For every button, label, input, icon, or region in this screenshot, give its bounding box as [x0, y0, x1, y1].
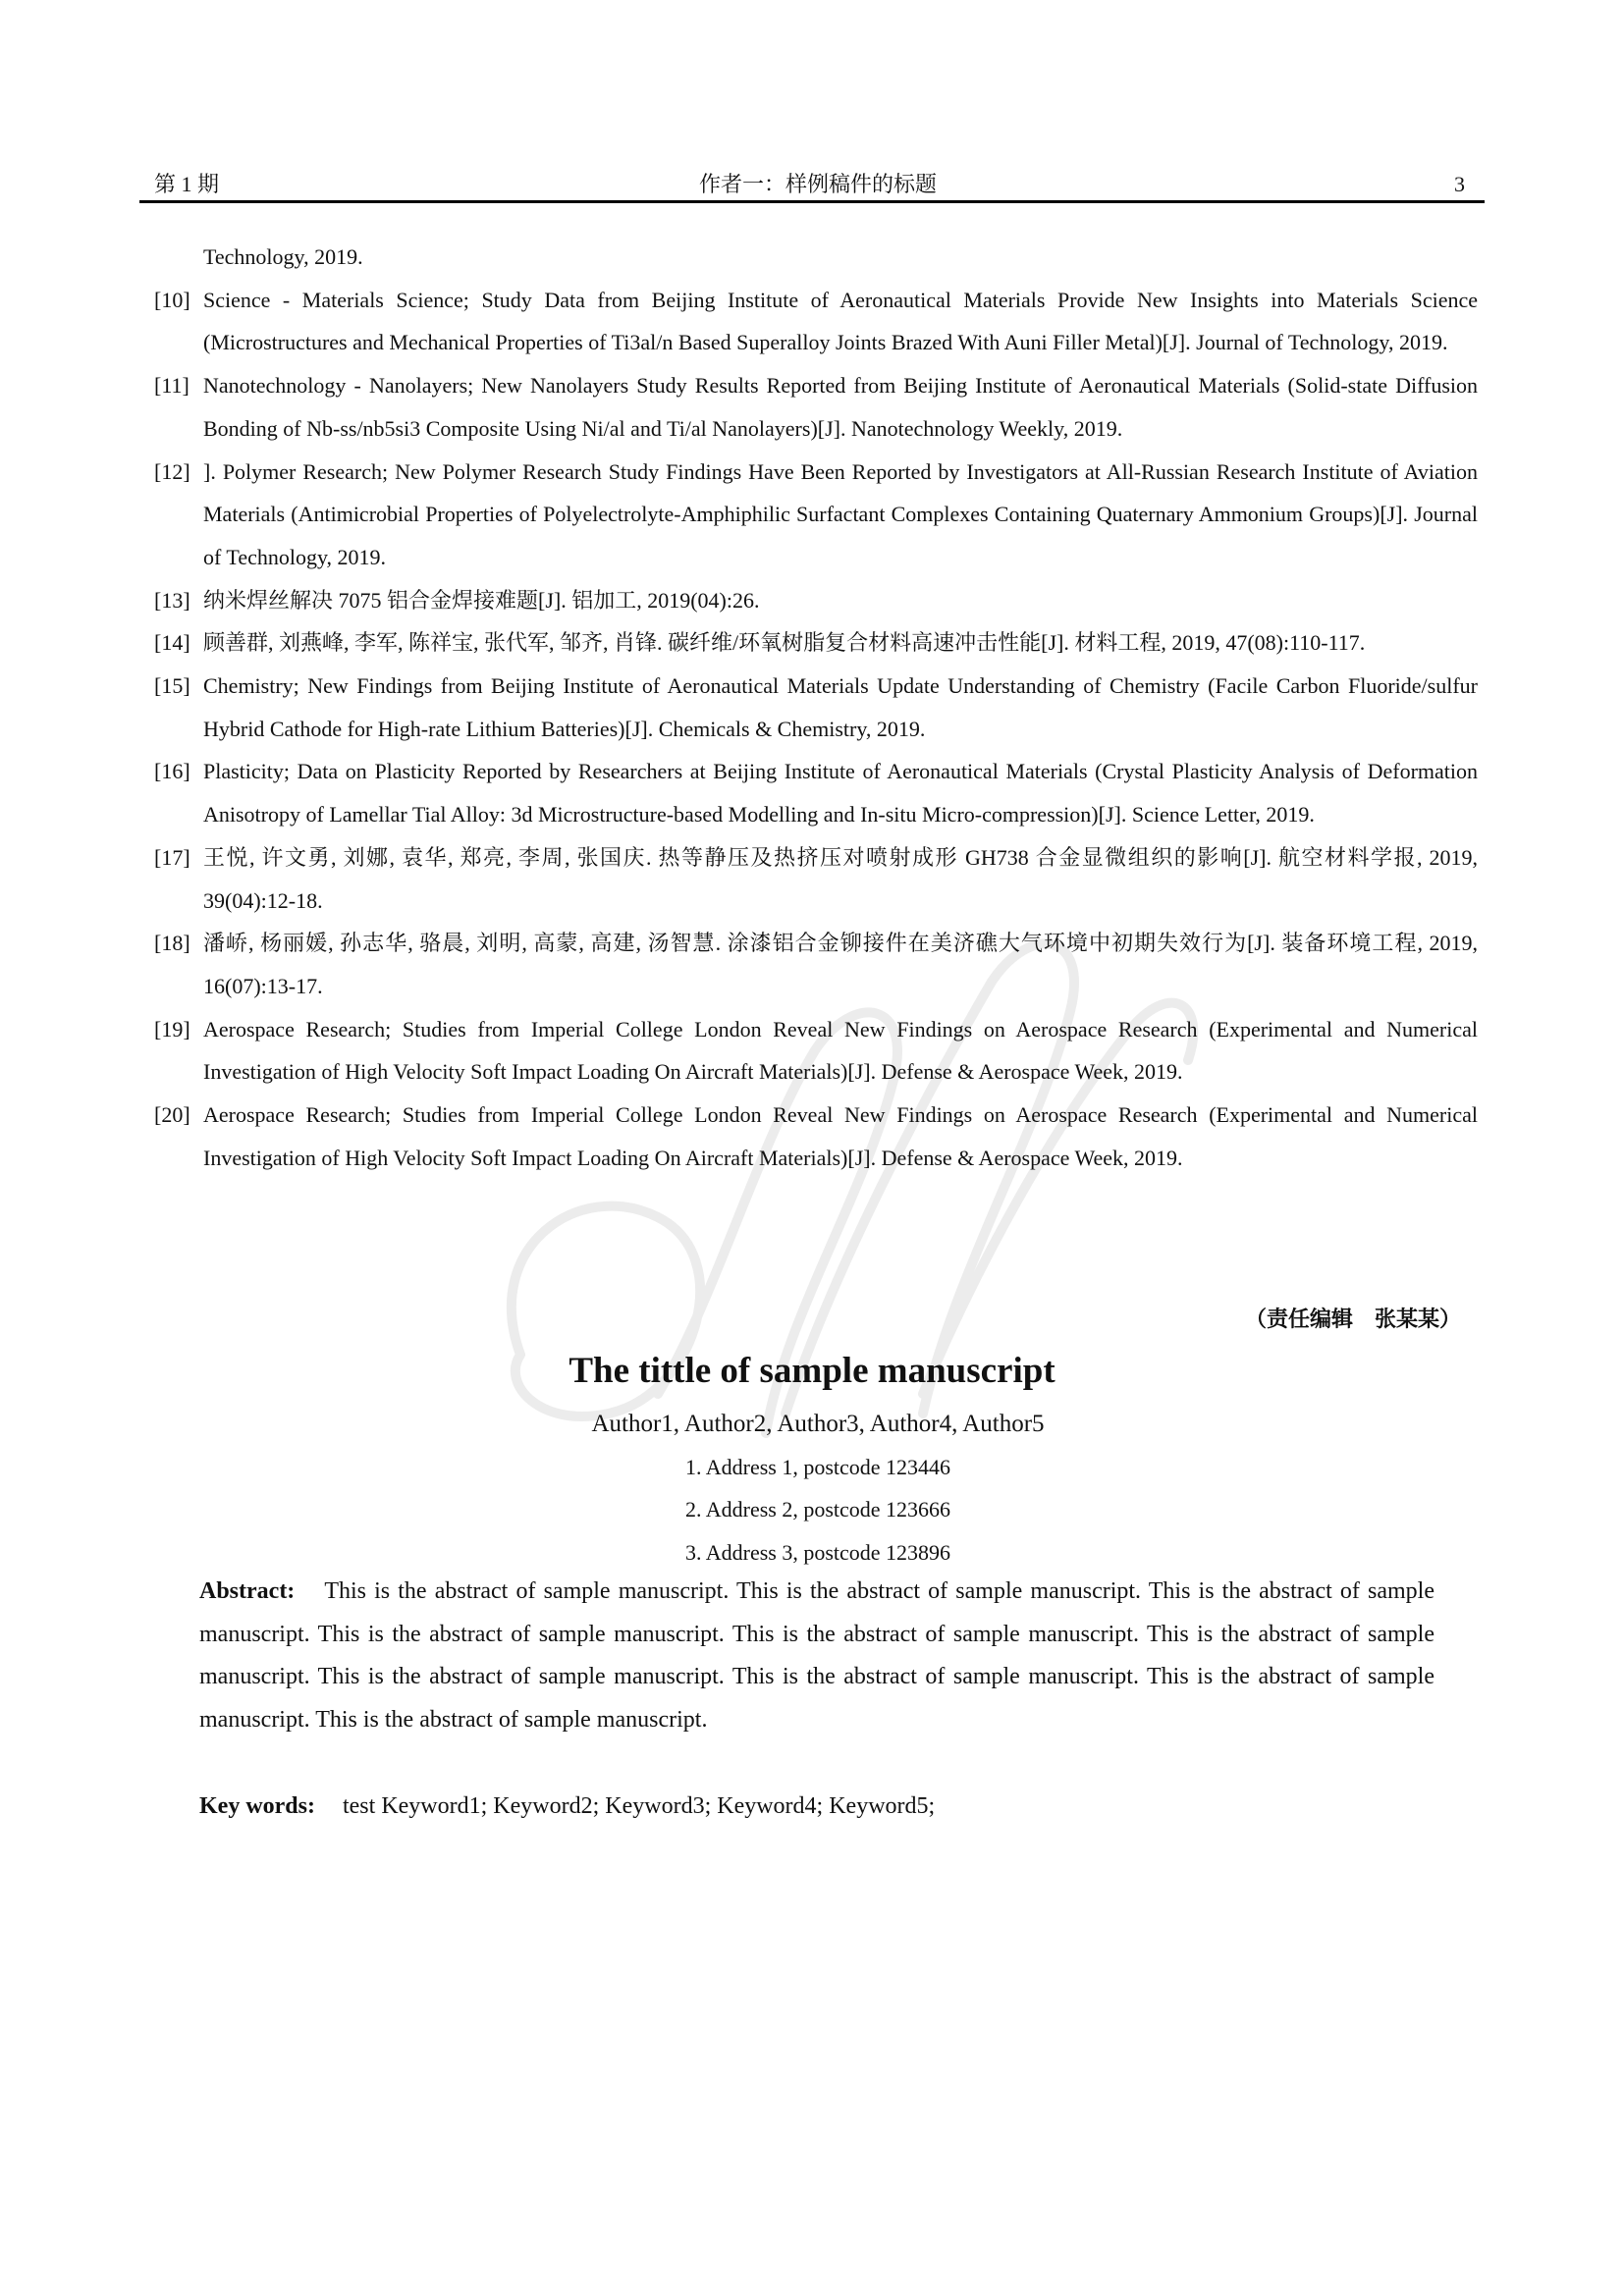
reference-number: [14]	[154, 630, 190, 656]
reference-item	[154, 922, 1478, 1007]
reference-number: [17]	[154, 844, 190, 870]
keywords-label: Key words:	[199, 1793, 315, 1819]
reference-item	[154, 750, 1478, 835]
keywords	[199, 1786, 935, 1829]
reference-list	[154, 236, 1478, 1179]
reference-text: 王悦, 许文勇, 刘娜, 袁华, 郑亮, 李周, 张国庆. 热等静压及热挤压对喷射成形 GH738 合金显微组织的影响[J]. 航空材料学报, 2019, 39(04):12-18.	[203, 844, 1478, 913]
header-issue: 第 1 期	[154, 172, 220, 196]
reference-text: 纳米焊丝解决 7075 铝合金焊接难题[J]. 铝加工, 2019(04):26.	[203, 587, 760, 613]
reference-text: Aerospace Research; Studies from Imperial College London Reveal New Findings on Aerospace Research (Experimental and Numerical Investigation of High Velocity Soft Impact Loading On Aircraft Materials)[J]. Defense & Aerospace Week, 2019.	[203, 1016, 1478, 1085]
abstract	[199, 1571, 1435, 1742]
reference-item	[154, 279, 1478, 364]
reference-item	[154, 836, 1478, 922]
reference-item	[154, 451, 1478, 579]
reference-number: [20]	[154, 1102, 190, 1128]
address-3: 3. Address 3, postcode 123896	[684, 1540, 951, 1565]
editor-note: （责任编辑 张某某）	[1244, 1308, 1461, 1332]
abstract-label: Abstract:	[199, 1578, 296, 1604]
abstract-text: This is the abstract of sample manuscript. This is the abstract of sample manuscript. This is the abstract of sample manuscript. This is the abstract of sample manuscript. This is the abstract of sample manuscript. This is the abstract of sample manuscript. This is the abstract of sample manuscript. This is the abstract of sample manuscript. This is the abstract of sample manuscript. This is the abstract of sample manuscript.	[199, 1578, 1435, 1734]
reference-text: Aerospace Research; Studies from Imperial College London Reveal New Findings on Aerospace Research (Experimental and Numerical Investigation of High Velocity Soft Impact Loading On Aircraft Materials)[J]. Defense & Aerospace Week, 2019.	[203, 1102, 1478, 1170]
address-1: 1. Address 1, postcode 123446	[684, 1455, 951, 1479]
header-rule	[139, 200, 1485, 203]
reference-item	[154, 1094, 1478, 1179]
reference-text: Chemistry; New Findings from Beijing Institute of Aeronautical Materials Update Understanding of Chemistry (Facile Carbon Fluoride/sulfur Hybrid Cathode for High-rate Lithium Batteries)[J]. Chemicals & Chemistry, 2019.	[203, 673, 1478, 741]
reference-text: 顾善群, 刘燕峰, 李军, 陈祥宝, 张代军, 邹齐, 肖锋. 碳纤维/环氧树脂复合材料高速冲击性能[J]. 材料工程, 2019, 47(08):110-117.	[203, 630, 1366, 656]
reference-item	[154, 621, 1478, 665]
reference-item	[154, 665, 1478, 750]
reference-item	[154, 364, 1478, 450]
address-2: 2. Address 2, postcode 123666	[684, 1497, 951, 1522]
reference-text: Nanotechnology - Nanolayers; New Nanolayers Study Results Reported from Beijing Institute of Aeronautical Materials (Solid-state Diffusion Bonding of Nb-ss/nb5si3 Composite Using Ni/al and Ti/al Nanolayers)[J]. Nanotechnology Weekly, 2019.	[203, 373, 1478, 441]
reference-carryover: Technology, 2019.	[203, 244, 363, 269]
reference-text: Plasticity; Data on Plasticity Reported by Researchers at Beijing Institute of Aeronautical Materials (Crystal Plasticity Analysis of Deformation Anisotropy of Lamellar Tial Alloy: 3d Microstructure-based Modelling and In-situ Micro-compression)[J]. Science Letter, 2019.	[203, 759, 1478, 828]
keywords-text: test Keyword1; Keyword2; Keyword3; Keyword4; Keyword5;	[342, 1793, 936, 1819]
reference-number: [10]	[154, 287, 190, 312]
reference-text: Science - Materials Science; Study Data from Beijing Institute of Aeronautical Materials Provide New Insights into Materials Science (Microstructures and Mechanical Properties of Ti3al/n Based Superalloy Joints Brazed With Auni Filler Metal)[J]. Journal of Technology, 2019.	[203, 287, 1478, 355]
reference-item	[154, 579, 1478, 622]
reference-number: [11]	[154, 373, 189, 399]
reference-text: 潘峤, 杨丽媛, 孙志华, 骆晨, 刘明, 高蒙, 高建, 汤智慧. 涂漆铝合金铆接件在美济礁大气环境中初期失效行为[J]. 装备环境工程, 2019, 16(07):13-17.	[203, 931, 1478, 998]
header-running-title: 作者一：样例稿件的标题	[698, 172, 937, 196]
reference-text: ]. Polymer Research; New Polymer Research Study Findings Have Been Reported by Investigators at All-Russian Research Institute of Aviation Materials (Antimicrobial Properties of Polyelectrolyte-Amphiphilic Surfactant Complexes Containing Quaternary Ammonium Groups)[J]. Journal of Technology, 2019.	[203, 458, 1478, 569]
reference-number: [13]	[154, 587, 190, 613]
reference-number: [18]	[154, 931, 190, 956]
reference-number: [16]	[154, 759, 190, 784]
header-page-number: 3	[1454, 172, 1465, 196]
reference-number: [12]	[154, 458, 190, 484]
reference-item	[154, 1008, 1478, 1094]
english-authors: Author1, Author2, Author3, Author4, Author5	[591, 1411, 1045, 1437]
reference-number: [19]	[154, 1016, 190, 1041]
reference-number: [15]	[154, 673, 190, 699]
english-title: The tittle of sample manuscript	[568, 1351, 1056, 1391]
